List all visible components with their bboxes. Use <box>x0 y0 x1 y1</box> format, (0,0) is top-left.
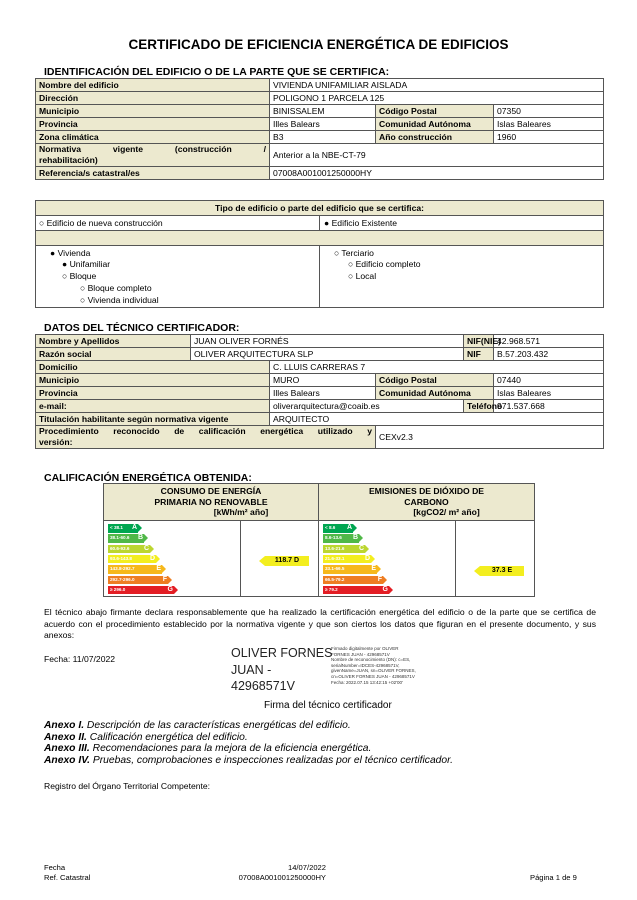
value-codigo-postal: 07350 <box>494 105 604 118</box>
radio-vivienda-individual: ○ Vivienda individual <box>80 295 159 305</box>
label-municipio-tecnico: Municipio <box>36 374 270 387</box>
radio-edificio-completo: ○ Edificio completo <box>348 259 421 269</box>
value-cp-tecnico: 07440 <box>494 374 604 387</box>
registro-label: Registro del Órgano Territorial Competente: <box>44 781 211 791</box>
label-razon-social: Razón social <box>36 348 191 361</box>
emisiones-band-g: ≥ 79.2 G <box>323 586 389 595</box>
footer-labels: Fecha Ref. Catastral <box>44 863 91 882</box>
label-telefono: Teléfono <box>464 400 494 413</box>
emisiones-band-d: 21.6-33.1 D <box>323 555 371 564</box>
radio-unifamiliar: ● Unifamiliar <box>62 259 111 269</box>
consumo-rating-pointer: 118.7 D <box>265 556 309 566</box>
value-titulacion: ARQUITECTO <box>270 413 604 426</box>
value-provincia: Illes Balears <box>270 118 376 131</box>
value-procedimiento: CEXv2.3 <box>376 426 604 449</box>
emisiones-band-b: 8.6-13.6 B <box>323 534 359 543</box>
consumo-band-f: 292.7-296.0 F <box>108 576 168 585</box>
label-municipio: Municipio <box>36 105 270 118</box>
value-provincia-tecnico: Illes Balears <box>270 387 376 400</box>
label-nif-nie: NIF(NIE) <box>464 335 494 348</box>
consumo-band-d: 93.6-143.8 D <box>108 555 156 564</box>
label-nombre-apellidos: Nombre y Apellidos <box>36 335 191 348</box>
value-nombre-apellidos: JUAN OLIVER FORNÉS <box>191 335 464 348</box>
radio-bloque-completo: ○ Bloque completo <box>80 283 152 293</box>
declaration-text: El técnico abajo firmante declara responsablemente que ha realizado la certificación energética del edificio o de la parte que se certifica de acuerdo con el procedimiento establecido por la normativa vigente y que son ciertos los datos que figuran en el presente documento, y sus anexos: <box>44 607 596 640</box>
value-normativa: Anterior a la NBE-CT-79 <box>270 144 604 167</box>
label-zona-climatica: Zona climática <box>36 131 270 144</box>
value-zona-climatica: B3 <box>270 131 376 144</box>
value-municipio-tecnico: MURO <box>270 374 376 387</box>
annex-item-4: Anexo IV. Pruebas, comprobaciones e inspecciones realizadas por el técnico certificador. <box>44 754 454 766</box>
label-procedimiento: Procedimiento reconocido de calificación energética utilizado y versión: <box>36 426 376 449</box>
footer-values: 14/07/2022 07008A001001250000HY <box>238 863 326 882</box>
label-referencia-catastral: Referencia/s catastral/es <box>36 167 270 180</box>
signature-caption: Firma del técnico certificador <box>264 700 392 711</box>
emisiones-band-e: 33.1-66.5 E <box>323 565 377 574</box>
signature-metadata: Firmado digitalmente por OLIVER FORNES JUAN - 42968571V Nombre de reconocimiento (DN): c=ES, serialNumber=IDCES-42968571V, givenName=JUAN, sn=OLIVER FORNES, cn=OLIVER FORNES JUAN - 42968571V Fecha: 2022.07.15 13:42:15 +02'00' <box>331 646 416 685</box>
value-nif-nie: 42.968.571 <box>494 335 604 348</box>
section-heading-tecnico: DATOS DEL TÉCNICO CERTIFICADOR: <box>44 322 240 334</box>
emisiones-band-c: 13.6-21.6 C <box>323 545 365 554</box>
value-anio-construccion: 1960 <box>494 131 604 144</box>
footer-page-number: Página 1 de 9 <box>530 873 577 882</box>
label-direccion: Dirección <box>36 92 270 105</box>
consumo-band-g: ≥ 296.0 G <box>108 586 174 595</box>
consumo-band-c: 60.6-93.6 C <box>108 545 150 554</box>
annex-item-3: Anexo III. Recomendaciones para la mejora de la eficiencia energética. <box>44 743 372 754</box>
label-titulacion: Titulación habilitante según normativa vigente <box>36 413 270 426</box>
radio-terciario: ○ Terciario <box>334 248 374 258</box>
radio-bloque: ○ Bloque <box>62 271 97 281</box>
rating-box <box>103 483 535 597</box>
label-anio-construccion: Año construcción <box>376 131 494 144</box>
emisiones-band-a: < 8.6 A <box>323 524 353 533</box>
consumo-header: CONSUMO DE ENERGÍA PRIMARIA NO RENOVABLE [kWh/m² año] <box>154 486 269 517</box>
radio-edificio-existente: ● Edificio Existente <box>324 218 398 228</box>
annex-item-2: Anexo II. Calificación energética del edificio. <box>44 731 248 743</box>
emisiones-header: EMISIONES DE DIÓXIDO DE CARBONO [kgCO2/ m² año] <box>368 486 485 517</box>
fecha-firma: Fecha: 11/07/2022 <box>44 654 116 664</box>
value-direccion: POLIGONO 1 PARCELA 125 <box>270 92 604 105</box>
annex-item-1: Anexo I. Descripción de las características energéticas del edificio. <box>44 720 351 731</box>
emisiones-band-f: 66.5-79.2 F <box>323 576 383 585</box>
building-id-table <box>35 78 604 180</box>
value-nombre-edificio: VIVIENDA UNIFAMILIAR AISLADA <box>270 79 604 92</box>
value-telefono: 971.537.668 <box>494 400 604 413</box>
building-type-heading: Tipo de edificio o parte del edificio que se certifica: <box>36 201 603 216</box>
label-cp-tecnico: Código Postal <box>376 374 494 387</box>
building-type-box <box>35 200 604 308</box>
consumo-band-e: 143.8-292.7 E <box>108 565 162 574</box>
consumo-band-a: < 38.1 A <box>108 524 138 533</box>
label-provincia: Provincia <box>36 118 270 131</box>
signature-name: OLIVER FORNES JUAN - 42968571V <box>231 646 333 693</box>
label-domicilio: Domicilio <box>36 361 270 374</box>
label-normativa: Normativa vigente (construcción / rehabilitación) <box>36 144 270 167</box>
label-ca-tecnico: Comunidad Autónoma <box>376 387 494 400</box>
label-nif: NIF <box>464 348 494 361</box>
value-comunidad: Islas Baleares <box>494 118 604 131</box>
technician-table <box>35 334 604 449</box>
label-email: e-mail: <box>36 400 270 413</box>
value-razon-social: OLIVER ARQUITECTURA SLP <box>191 348 464 361</box>
value-municipio: BINISSALEM <box>270 105 376 118</box>
value-domicilio: C. LLUIS CARRERAS 7 <box>270 361 604 374</box>
label-nombre-edificio: Nombre del edificio <box>36 79 270 92</box>
value-email: oliverarquitectura@coaib.es <box>270 400 464 413</box>
emisiones-rating-pointer: 37.3 E <box>480 566 524 576</box>
radio-nueva-construccion: ○ Edificio de nueva construcción <box>39 218 163 228</box>
label-codigo-postal: Código Postal <box>376 105 494 118</box>
label-provincia-tecnico: Provincia <box>36 387 270 400</box>
radio-local: ○ Local <box>348 271 377 281</box>
value-referencia-catastral: 07008A001001250000HY <box>270 167 604 180</box>
radio-vivienda: ● Vivienda <box>50 248 91 258</box>
section-heading-identificacion: IDENTIFICACIÓN DEL EDIFICIO O DE LA PARTE QUE SE CERTIFICA: <box>44 66 390 78</box>
annex-list <box>44 720 453 766</box>
value-nif: B.57.203.432 <box>494 348 604 361</box>
label-comunidad: Comunidad Autónoma <box>376 118 494 131</box>
consumo-band-b: 38.1-60.6 B <box>108 534 144 543</box>
value-ca-tecnico: Islas Baleares <box>494 387 604 400</box>
page-title: CERTIFICADO DE EFICIENCIA ENERGÉTICA DE EDIFICIOS <box>128 37 509 52</box>
section-heading-calificacion: CALIFICACIÓN ENERGÉTICA OBTENIDA: <box>44 472 252 484</box>
